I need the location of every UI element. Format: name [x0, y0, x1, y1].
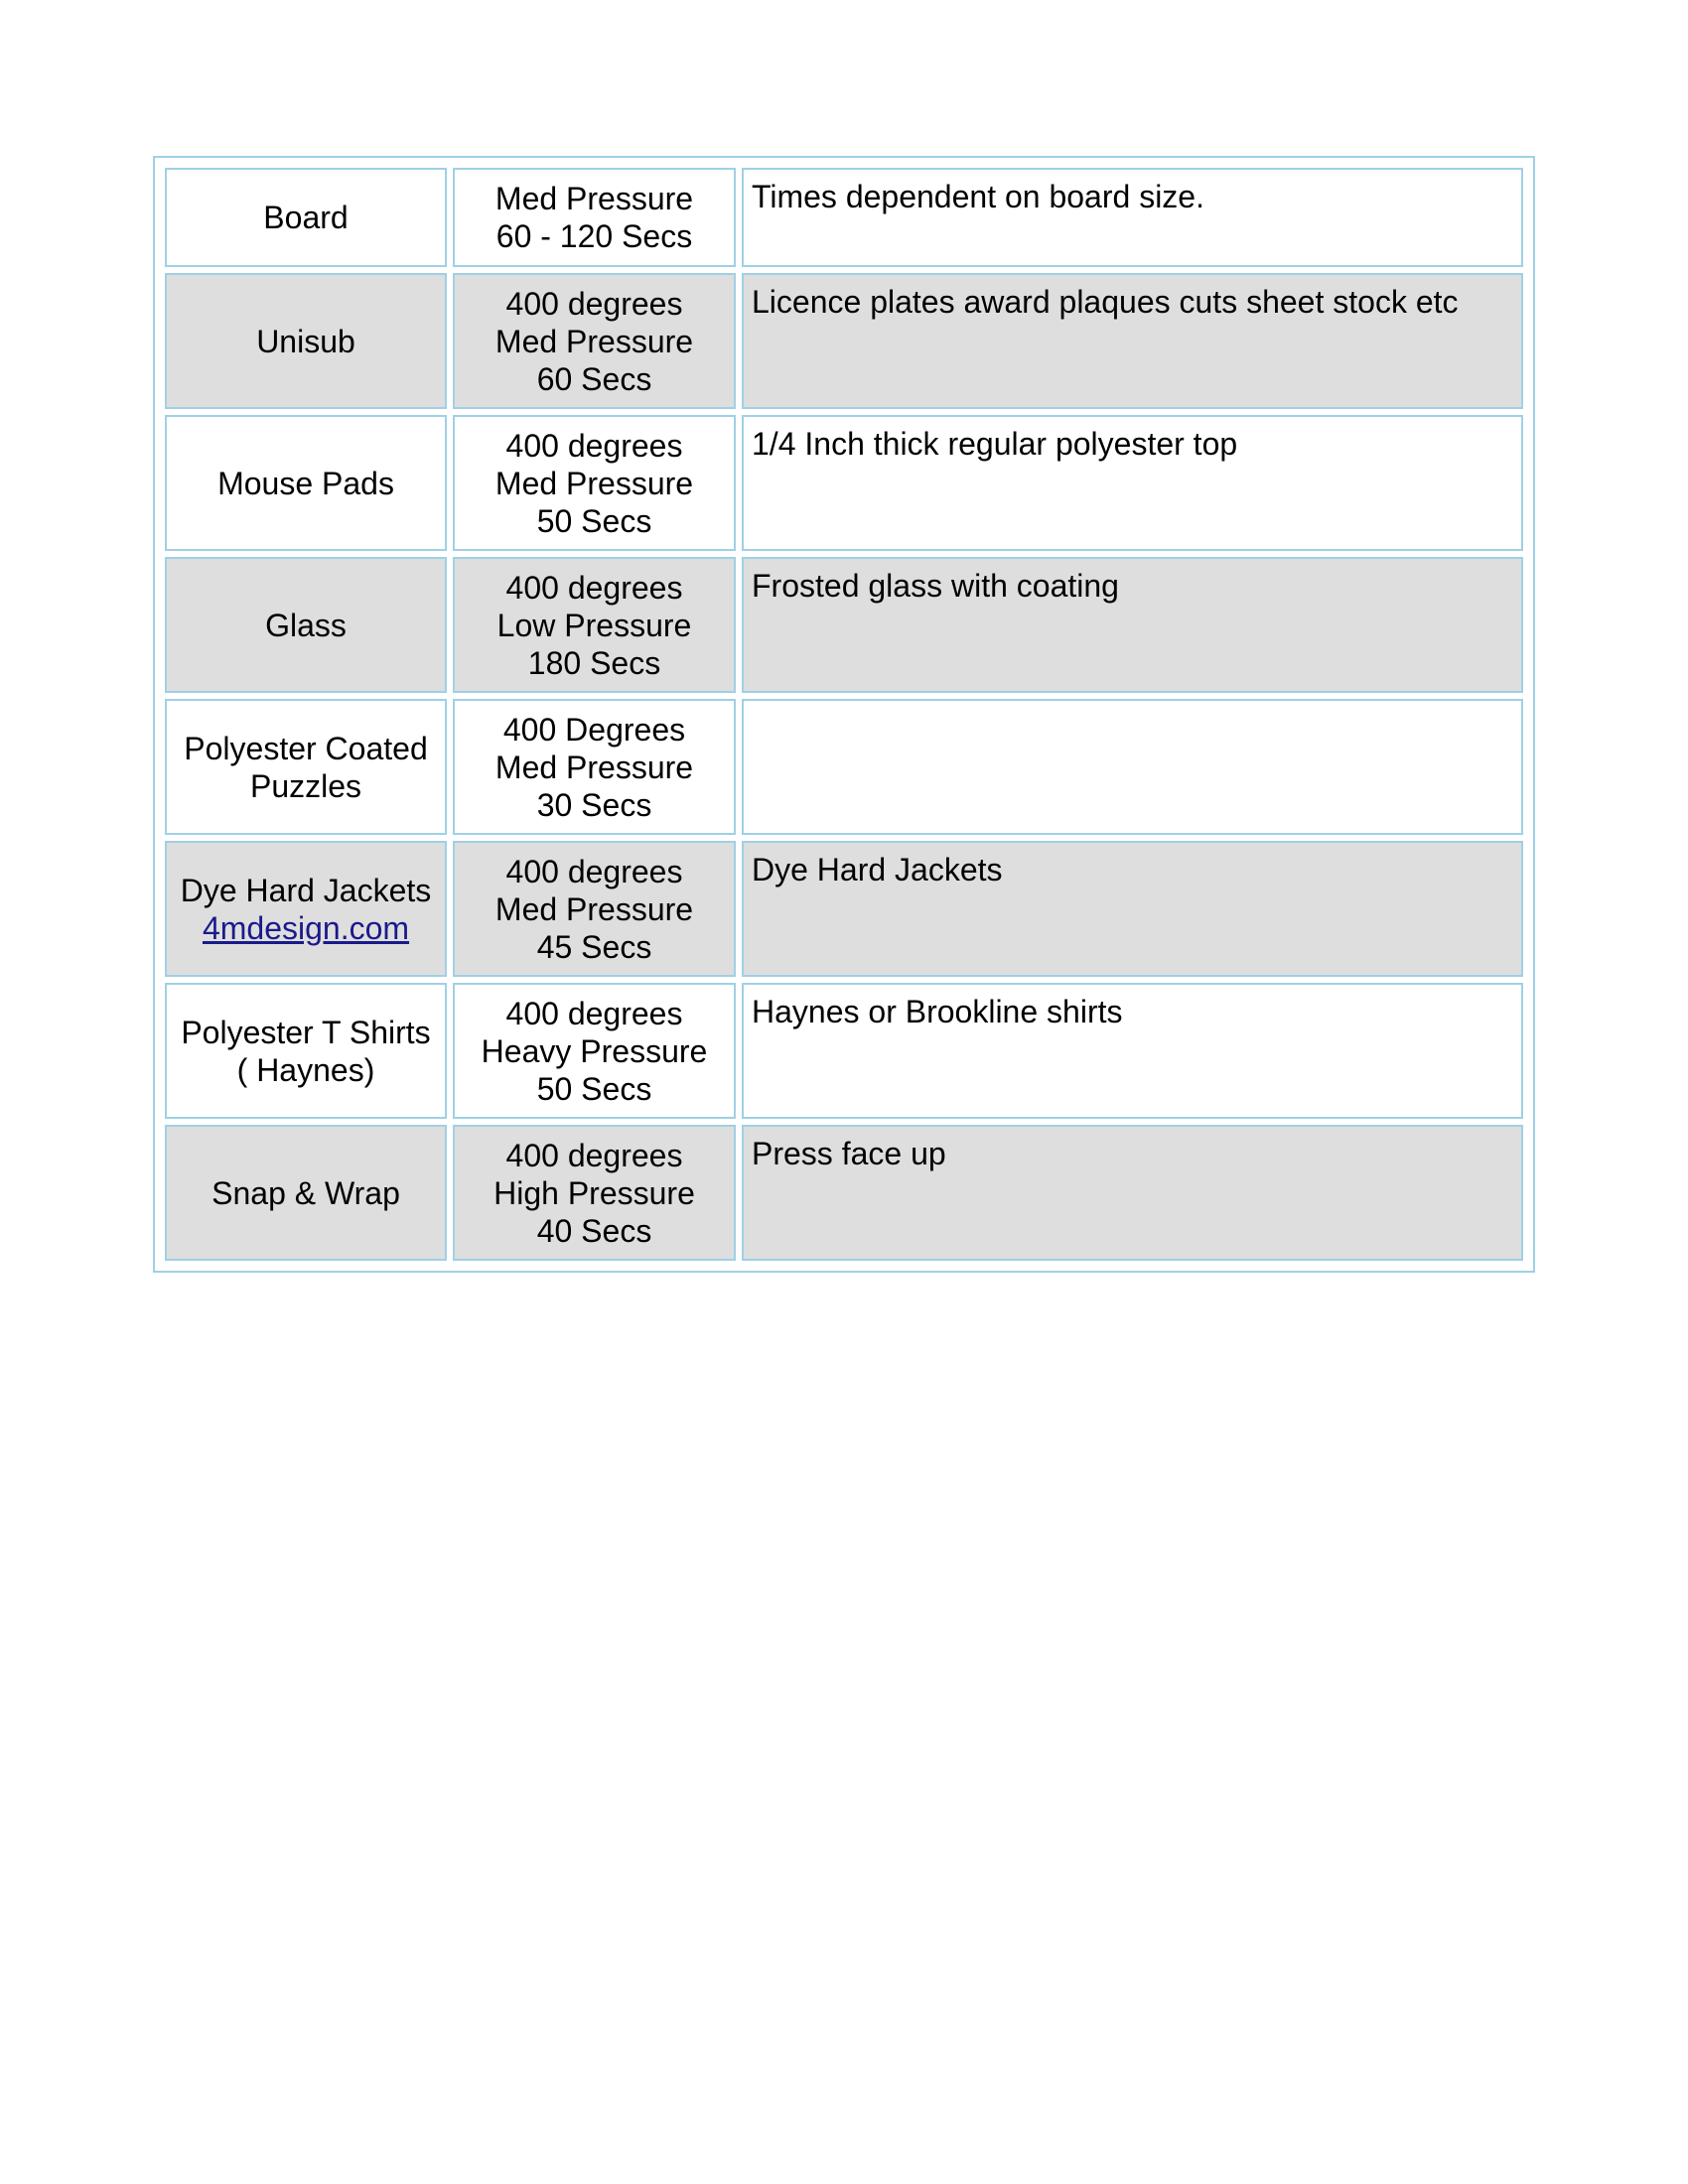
item-name: Snap & Wrap: [211, 1174, 400, 1211]
table-row: [165, 557, 1523, 693]
time-setting: 45 Secs: [536, 928, 652, 965]
item-cell: [165, 273, 447, 409]
press-settings-grid: [159, 162, 1529, 1267]
temperature-setting: 400 degrees: [505, 427, 683, 464]
notes-cell: [742, 699, 1523, 835]
item-cell: [165, 983, 447, 1119]
pressure-setting: Heavy Pressure: [481, 1032, 708, 1069]
item-cell: [165, 1125, 447, 1261]
settings-cell: [453, 557, 736, 693]
settings-cell: [453, 1125, 736, 1261]
settings-cell: [453, 273, 736, 409]
table-row: [165, 699, 1523, 835]
4mdesign-link[interactable]: 4mdesign.com: [202, 909, 410, 946]
pressure-setting: Med Pressure: [494, 749, 694, 785]
notes-cell: Times dependent on board size.: [742, 168, 1523, 267]
time-setting: 60 Secs: [536, 360, 652, 397]
time-setting: 180 Secs: [527, 644, 661, 681]
temperature-setting: 400 degrees: [505, 285, 683, 322]
item-name: Polyester Coated: [184, 730, 428, 766]
item-name: Glass: [265, 607, 347, 643]
notes-cell: Dye Hard Jackets: [742, 841, 1523, 977]
time-setting: 50 Secs: [536, 1070, 652, 1107]
item-name: Polyester T Shirts: [181, 1014, 431, 1050]
item-cell: [165, 557, 447, 693]
item-name: Board: [263, 200, 349, 235]
time-setting: 50 Secs: [536, 502, 652, 539]
table-row: [165, 983, 1523, 1119]
pressure-setting: High Pressure: [493, 1174, 695, 1211]
item-cell: [165, 699, 447, 835]
settings-cell: [453, 415, 736, 551]
time-setting: 40 Secs: [536, 1212, 652, 1249]
table-row: [165, 168, 1523, 267]
settings-cell: [453, 699, 736, 835]
temperature-setting: 400 degrees: [505, 995, 683, 1031]
item-cell: [165, 841, 447, 977]
pressure-setting: Med Pressure: [494, 181, 694, 216]
item-name-line-2: Puzzles: [249, 767, 362, 804]
table-row: [165, 841, 1523, 977]
table-row: [165, 1125, 1523, 1261]
item-name: Unisub: [256, 323, 355, 359]
temperature-setting: 400 Degrees: [502, 711, 686, 748]
time-setting: 60 - 120 Secs: [495, 218, 693, 254]
item-cell: [165, 415, 447, 551]
settings-cell: [453, 168, 736, 267]
item-name: Mouse Pads: [217, 465, 394, 501]
notes-cell: Haynes or Brookline shirts: [742, 983, 1523, 1119]
pressure-setting: Med Pressure: [494, 890, 694, 927]
notes-cell: Frosted glass with coating: [742, 557, 1523, 693]
pressure-setting: Low Pressure: [496, 607, 692, 643]
item-cell: [165, 168, 447, 267]
settings-cell: [453, 983, 736, 1119]
pressure-setting: Med Pressure: [494, 465, 694, 501]
notes-cell: Press face up: [742, 1125, 1523, 1261]
notes-cell: 1/4 Inch thick regular polyester top: [742, 415, 1523, 551]
notes-cell: Licence plates award plaques cuts sheet stock etc: [742, 273, 1523, 409]
item-name-line-2: ( Haynes): [236, 1051, 375, 1088]
settings-cell: [453, 841, 736, 977]
item-name: Dye Hard Jackets: [180, 872, 432, 908]
table-row: [165, 273, 1523, 409]
temperature-setting: 400 degrees: [505, 853, 683, 889]
time-setting: 30 Secs: [536, 786, 652, 823]
temperature-setting: 400 degrees: [505, 1137, 683, 1173]
temperature-setting: 400 degrees: [505, 569, 683, 606]
table-row: [165, 415, 1523, 551]
pressure-setting: Med Pressure: [494, 323, 694, 359]
press-settings-table: [153, 156, 1535, 1273]
